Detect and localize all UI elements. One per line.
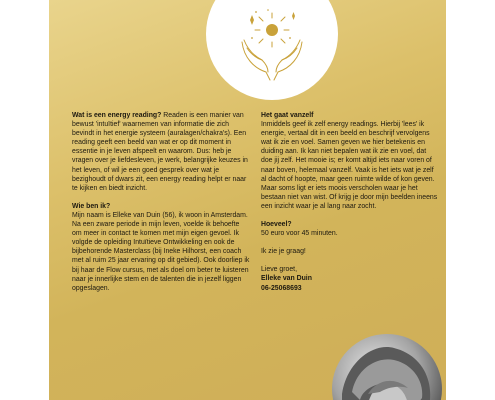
closing-text: Ik zie je graag! <box>261 248 306 256</box>
heading-vanzelf: Het gaat vanzelf <box>261 112 314 119</box>
heading-price: Hoeveel? <box>261 221 292 229</box>
sun-icon <box>266 24 278 36</box>
flyer-page <box>49 0 446 400</box>
left-column <box>72 111 250 293</box>
about-paragraph: Mijn naam is Elleke van Duin (56), ik woon in Amsterdam. Na een zware periode in mijn leven, voelde ik behoefte om meer in contact te komen met mijn eigen gevoel. Ik volgde de opleiding Intuïtieve Ontwikkeling en ook de bijbehorende Masterclass (bij Ineke Hilhorst, een coach met al ruim 25 jaar ervaring op dit gebied). Ook doorliep ik bij haar de Flow cursus, met als doel om beter te luisteren naar je innerlijke stem en de talenten die in jezelf liggen opgeslagen. <box>72 211 250 292</box>
left-hand <box>242 42 270 80</box>
emblem-circle <box>206 0 338 100</box>
heading-who-am-i: Wie ben ik? <box>72 202 111 210</box>
right-hand <box>274 42 302 80</box>
portrait-photo <box>332 334 442 400</box>
hands-sun-icon <box>206 0 338 100</box>
right-column <box>261 111 439 293</box>
price-text: 50 euro voor 45 minuten. <box>261 230 338 238</box>
intro-text: Readen is een manier van bewust 'intuïtief' waarnemen van informatie die zich bevindt in het energie systeem (auralagen/chakra's). Een reading geeft een beeld van wat er op dit moment in essentie in je leven afspeelt en waarom. Dus: heb je vragen over je liefdesleven, je werk, belangrijke keuzes in het leven, of wil je een goed gesprek over wat je bezighoudt of dwars zit, een energy reading helpt er naar te kijken en biedt inzicht. <box>72 112 248 192</box>
phone-number: 06-25068693 <box>261 284 302 292</box>
signature-name: Elleke van Duin <box>261 275 312 283</box>
vanzelf-paragraph: Inmiddels geef ik zelf energy readings. Hierbij 'lees' ik energie, vertaal dit in een beeld en beschrijf vervolgens wat ik zie en voel. Samen geven we hier betekenis en duiding aan. Ik kan niet bepalen wat ik zie en voel, dat doe jij zelf. Het mooie is; er komt altijd iets naar voren of naar boven, helemaal vanzelf. Vaak is het iets wat je zelf al dacht of hoopte, maar geen ruimte wilde of kon geven. Maar soms ligt er iets moois verscholen waar je het bestaan niet van wist. Of krijg je door mijn beelden ineens een inzicht waar je al lang naar zocht. <box>261 121 438 210</box>
heading-energy-reading: Wat is een energy reading? <box>72 112 162 119</box>
intro-paragraph <box>72 111 250 193</box>
portrait-icon <box>332 334 442 400</box>
sparkle-icon <box>250 15 254 25</box>
greeting-text: Lieve groet, <box>261 266 298 274</box>
